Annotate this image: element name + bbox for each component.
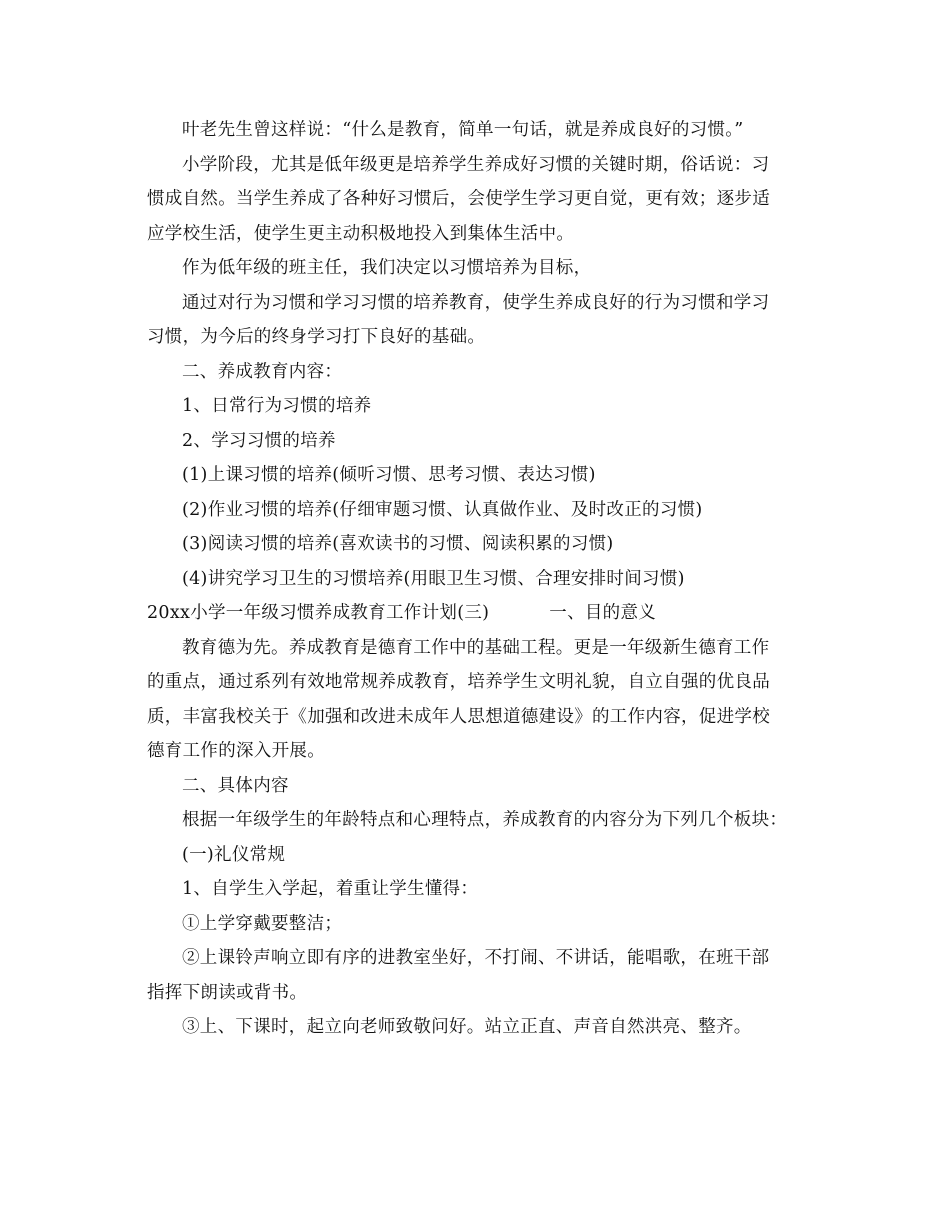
subsection-heading: (一)礼仪常规 xyxy=(182,844,286,865)
paragraph-line: 叶老先生曾这样说：“什么是教育，简单一句话，就是养成良好的习惯。” xyxy=(182,120,744,140)
paragraph-line: 指挥下朗读或背书。 xyxy=(147,982,308,1003)
document-page xyxy=(147,113,807,1045)
list-item: 2、学习习惯的培养 xyxy=(182,430,336,451)
paragraph-line: 作为低年级的班主任，我们决定以习惯培养为目标， xyxy=(182,258,592,278)
paragraph-line: 的重点，通过系列有效地常规养成教育，培养学生文明礼貌，自立自强的优良品 xyxy=(147,672,770,692)
paragraph-line: 教育德为先。养成教育是德育工作中的基础工程。更是一年级新生德育工作 xyxy=(182,637,770,658)
paragraph-line: 德育工作的深入开展。 xyxy=(147,741,325,761)
list-item: ②上课铃声响立即有序的进教室坐好，不打闹、不讲话，能唱歌，在班干部 xyxy=(182,948,770,968)
list-item: ①上学穿戴要整洁； xyxy=(182,913,343,934)
section-heading: 二、养成教育内容： xyxy=(182,361,343,382)
list-item: (1)上课习惯的培养(倾听习惯、思考习惯、表达习惯) xyxy=(182,465,596,485)
list-item: ③上、下课时，起立向老师致敬问好。站立正直、声音自然洪亮、整齐。 xyxy=(182,1017,752,1037)
paragraph-line: 小学阶段，尤其是低年级更是培养学生养成好习惯的关键时期，俗话说：习 xyxy=(182,154,770,175)
paragraph-line: 根据一年级学生的年龄特点和心理特点，养成教育的内容分为下列几个板块： xyxy=(182,810,788,830)
paragraph-line: 质，丰富我校关于《加强和改进未成年人思想道德建设》的工作内容，促进学校 xyxy=(147,706,770,727)
section-heading: 二、具体内容 xyxy=(182,775,289,796)
list-item: (2)作业习惯的培养(仔细审题习惯、认真做作业、及时改正的习惯) xyxy=(182,499,703,520)
paragraph-line: 习惯，为今后的终身学习打下良好的基础。 xyxy=(147,327,486,347)
list-item: (3)阅读习惯的培养(喜欢读书的习惯、阅读积累的习惯) xyxy=(182,534,614,554)
plan-title-line xyxy=(147,596,807,631)
plan-title: 20xx小学一年级习惯养成教育工作计划(三) xyxy=(147,603,490,623)
list-item: (4)讲究学习卫生的习惯培养(用眼卫生习惯、合理安排时间习惯) xyxy=(182,568,685,589)
list-item: 1、日常行为习惯的培养 xyxy=(182,396,372,416)
section-heading: 一、目的意义 xyxy=(549,603,657,623)
list-item: 1、自学生入学起，着重让学生懂得： xyxy=(182,879,479,899)
paragraph-line: 应学校生活，使学生更主动积极地投入到集体生活中。 xyxy=(147,223,575,244)
paragraph-line: 惯成自然。当学生养成了各种好习惯后，会使学生学习更自觉，更有效；逐步适 xyxy=(147,189,770,209)
paragraph-line: 通过对行为习惯和学习习惯的培养教育，使学生养成良好的行为习惯和学习 xyxy=(182,292,770,313)
